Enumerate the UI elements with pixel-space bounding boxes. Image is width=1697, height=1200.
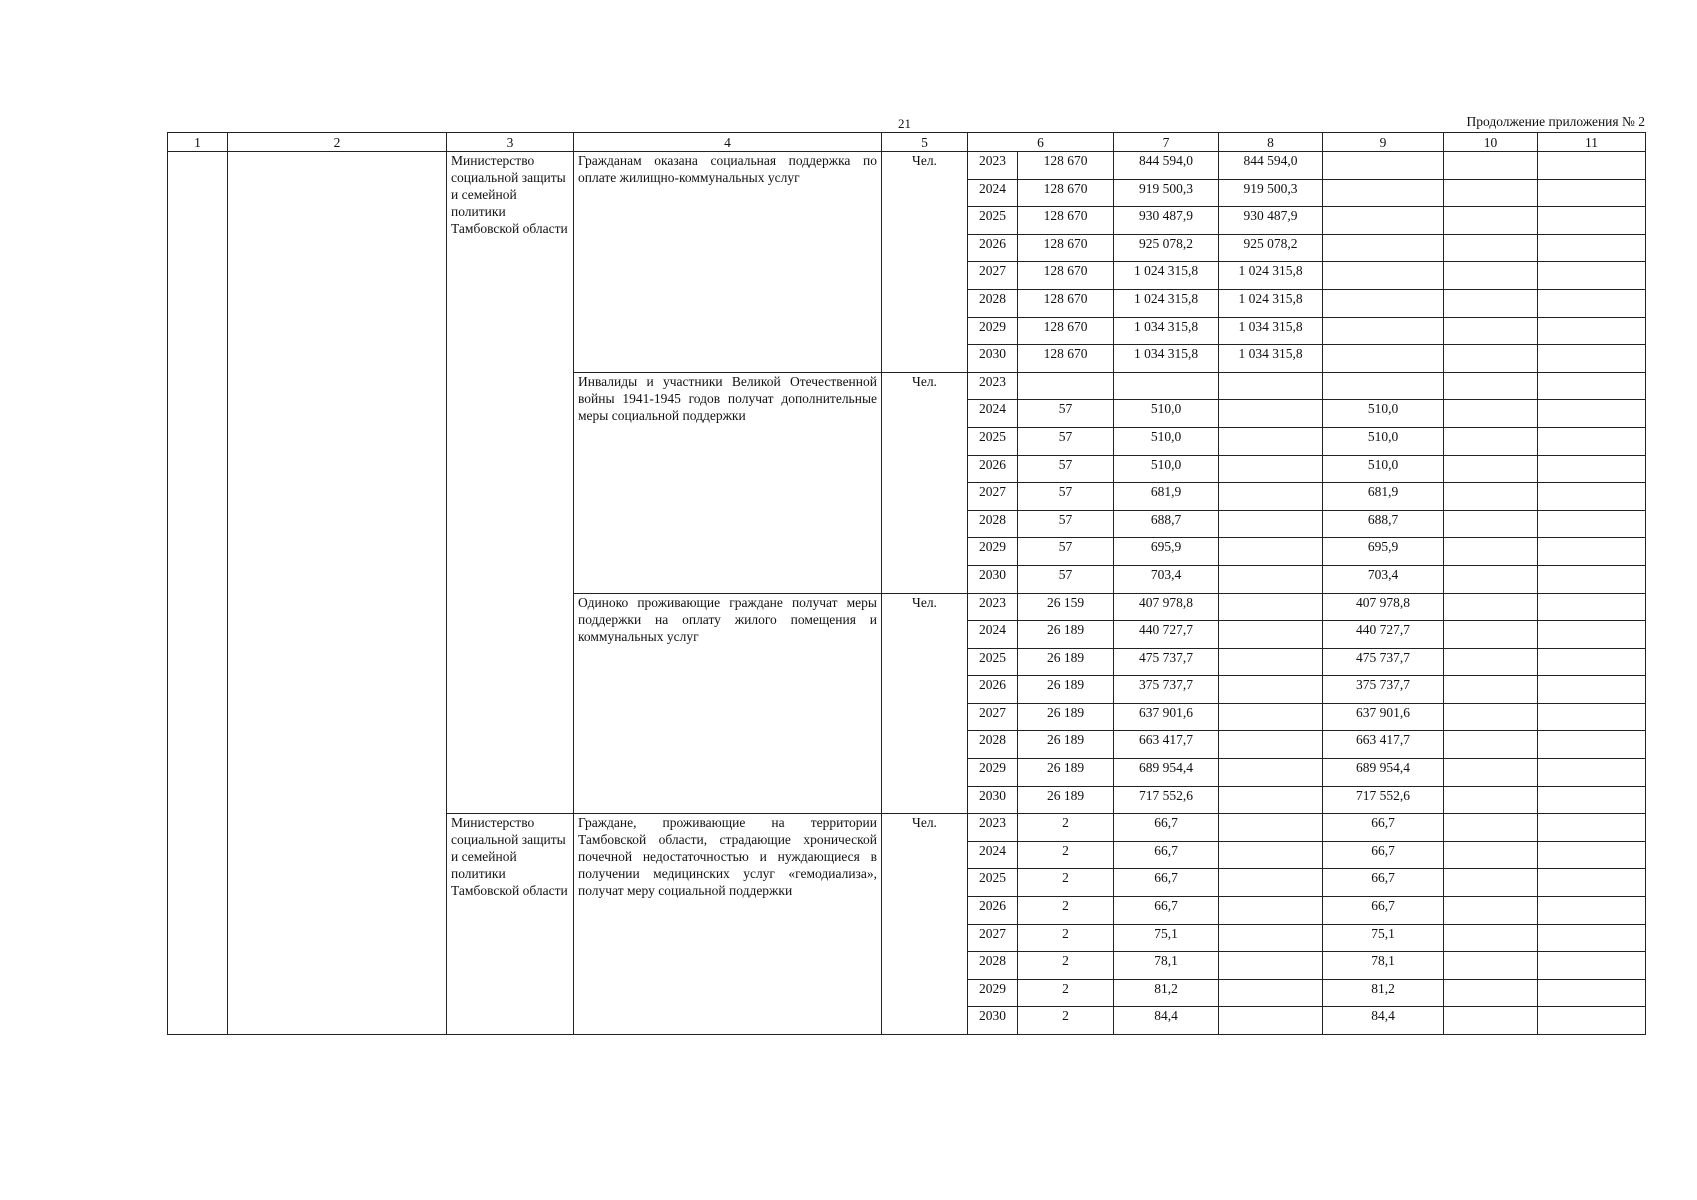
c6-cell: 57 (1018, 510, 1114, 538)
year-cell: 2026 (968, 676, 1018, 704)
unit-cell: Чел. (882, 372, 968, 593)
c8-cell (1219, 483, 1323, 511)
c9-cell: 695,9 (1323, 538, 1444, 566)
c9-cell: 510,0 (1323, 427, 1444, 455)
c9-cell: 681,9 (1323, 483, 1444, 511)
c8-cell: 1 034 315,8 (1219, 345, 1323, 373)
c10-cell (1444, 703, 1538, 731)
c9-cell (1323, 262, 1444, 290)
c10-cell (1444, 483, 1538, 511)
c8-cell (1219, 814, 1323, 842)
description-cell: Одиноко проживающие граждане получат меры поддержки на оплату жилого помещения и коммунальных услуг (574, 593, 882, 814)
c6-cell: 57 (1018, 455, 1114, 483)
c6-cell: 128 670 (1018, 317, 1114, 345)
c8-cell (1219, 952, 1323, 980)
c11-cell (1538, 317, 1646, 345)
c9-cell (1323, 372, 1444, 400)
c10-cell (1444, 234, 1538, 262)
c10-cell (1444, 897, 1538, 925)
c11-cell (1538, 869, 1646, 897)
c6-cell: 2 (1018, 897, 1114, 925)
year-cell: 2025 (968, 869, 1018, 897)
c7-cell: 510,0 (1114, 427, 1219, 455)
c8-cell: 925 078,2 (1219, 234, 1323, 262)
c9-cell: 703,4 (1323, 565, 1444, 593)
c8-cell (1219, 869, 1323, 897)
responsible-cell: Министерство социальной защиты и семейной политики Тамбовской области (447, 814, 574, 1035)
year-cell: 2030 (968, 786, 1018, 814)
c11-cell (1538, 483, 1646, 511)
c8-cell (1219, 510, 1323, 538)
c7-cell: 930 487,9 (1114, 207, 1219, 235)
c8-cell (1219, 565, 1323, 593)
c10-cell (1444, 676, 1538, 704)
c10-cell (1444, 924, 1538, 952)
c11-cell (1538, 979, 1646, 1007)
c7-cell: 440 727,7 (1114, 621, 1219, 649)
c9-cell: 637 901,6 (1323, 703, 1444, 731)
c11-cell (1538, 152, 1646, 180)
description-cell: Инвалиды и участники Великой Отечественной войны 1941-1945 годов получат дополнительные меры социальной поддержки (574, 372, 882, 593)
c10-cell (1444, 979, 1538, 1007)
c8-cell (1219, 372, 1323, 400)
year-cell: 2027 (968, 924, 1018, 952)
c9-cell: 66,7 (1323, 841, 1444, 869)
c9-cell: 663 417,7 (1323, 731, 1444, 759)
c9-cell: 510,0 (1323, 400, 1444, 428)
year-cell: 2023 (968, 152, 1018, 180)
c8-cell (1219, 703, 1323, 731)
c6-cell: 128 670 (1018, 289, 1114, 317)
c9-cell: 717 552,6 (1323, 786, 1444, 814)
c8-cell: 1 034 315,8 (1219, 317, 1323, 345)
c10-cell (1444, 372, 1538, 400)
c10-cell (1444, 648, 1538, 676)
c9-cell (1323, 234, 1444, 262)
c6-cell: 2 (1018, 924, 1114, 952)
year-cell: 2023 (968, 372, 1018, 400)
unit-cell: Чел. (882, 593, 968, 814)
c11-cell (1538, 952, 1646, 980)
c6-cell: 128 670 (1018, 207, 1114, 235)
c9-cell: 440 727,7 (1323, 621, 1444, 649)
c8-cell (1219, 786, 1323, 814)
continuation-label: Продолжение приложения № 2 (1466, 114, 1645, 129)
year-cell: 2028 (968, 952, 1018, 980)
c11-cell (1538, 207, 1646, 235)
col-header-5: 5 (882, 133, 968, 152)
c11-cell (1538, 262, 1646, 290)
c9-cell: 84,4 (1323, 1007, 1444, 1035)
year-cell: 2024 (968, 621, 1018, 649)
c11-cell (1538, 234, 1646, 262)
year-cell: 2030 (968, 565, 1018, 593)
year-cell: 2027 (968, 703, 1018, 731)
program-table (167, 132, 1646, 1035)
col-header-4: 4 (574, 133, 882, 152)
c7-cell: 637 901,6 (1114, 703, 1219, 731)
c8-cell (1219, 924, 1323, 952)
c10-cell (1444, 952, 1538, 980)
c6-cell: 57 (1018, 483, 1114, 511)
year-cell: 2030 (968, 1007, 1018, 1035)
c11-cell (1538, 455, 1646, 483)
c11-cell (1538, 897, 1646, 925)
c7-cell: 688,7 (1114, 510, 1219, 538)
c9-cell: 689 954,4 (1323, 759, 1444, 787)
year-cell: 2026 (968, 455, 1018, 483)
col-header-8: 8 (1219, 133, 1323, 152)
year-cell: 2025 (968, 207, 1018, 235)
col-header-2: 2 (228, 133, 447, 152)
c9-cell (1323, 152, 1444, 180)
c7-cell: 75,1 (1114, 924, 1219, 952)
c10-cell (1444, 262, 1538, 290)
c7-cell: 695,9 (1114, 538, 1219, 566)
c7-cell: 1 024 315,8 (1114, 262, 1219, 290)
c9-cell: 475 737,7 (1323, 648, 1444, 676)
c10-cell (1444, 317, 1538, 345)
col-header-7: 7 (1114, 133, 1219, 152)
c11-cell (1538, 372, 1646, 400)
c6-cell: 26 189 (1018, 703, 1114, 731)
c8-cell (1219, 759, 1323, 787)
c6-cell: 57 (1018, 538, 1114, 566)
c6-cell: 2 (1018, 869, 1114, 897)
c8-cell (1219, 731, 1323, 759)
col-header-11: 11 (1538, 133, 1646, 152)
c10-cell (1444, 814, 1538, 842)
col-header-10: 10 (1444, 133, 1538, 152)
c9-cell: 407 978,8 (1323, 593, 1444, 621)
c11-cell (1538, 786, 1646, 814)
c7-cell: 66,7 (1114, 814, 1219, 842)
c10-cell (1444, 841, 1538, 869)
c9-cell: 78,1 (1323, 952, 1444, 980)
c6-cell: 128 670 (1018, 179, 1114, 207)
c7-cell: 663 417,7 (1114, 731, 1219, 759)
c11-cell (1538, 841, 1646, 869)
table-row (168, 152, 1646, 180)
c10-cell (1444, 152, 1538, 180)
c6-cell: 26 189 (1018, 731, 1114, 759)
year-cell: 2029 (968, 759, 1018, 787)
c8-cell (1219, 841, 1323, 869)
c8-cell (1219, 400, 1323, 428)
responsible-cell: Министерство социальной защиты и семейной политики Тамбовской области (447, 152, 574, 814)
col-header-9: 9 (1323, 133, 1444, 152)
c9-cell: 510,0 (1323, 455, 1444, 483)
c7-cell: 1 024 315,8 (1114, 289, 1219, 317)
c10-cell (1444, 510, 1538, 538)
year-cell: 2023 (968, 814, 1018, 842)
unit-cell: Чел. (882, 814, 968, 1035)
c11-cell (1538, 179, 1646, 207)
c10-cell (1444, 538, 1538, 566)
c7-cell: 78,1 (1114, 952, 1219, 980)
c11-cell (1538, 400, 1646, 428)
c9-cell (1323, 289, 1444, 317)
c6-cell: 26 189 (1018, 786, 1114, 814)
c10-cell (1444, 869, 1538, 897)
c6-cell: 2 (1018, 952, 1114, 980)
c8-cell (1219, 455, 1323, 483)
c9-cell: 375 737,7 (1323, 676, 1444, 704)
c10-cell (1444, 207, 1538, 235)
c10-cell (1444, 1007, 1538, 1035)
c6-cell: 26 159 (1018, 593, 1114, 621)
c10-cell (1444, 565, 1538, 593)
year-cell: 2029 (968, 538, 1018, 566)
description-cell: Гражданам оказана социальная поддержка по оплате жилищно-коммунальных услуг (574, 152, 882, 373)
col-header-3: 3 (447, 133, 574, 152)
c10-cell (1444, 427, 1538, 455)
c8-cell: 1 024 315,8 (1219, 289, 1323, 317)
c8-cell: 1 024 315,8 (1219, 262, 1323, 290)
c7-cell (1114, 372, 1219, 400)
c11-cell (1538, 703, 1646, 731)
c6-cell: 2 (1018, 841, 1114, 869)
c7-cell: 844 594,0 (1114, 152, 1219, 180)
c6-cell: 128 670 (1018, 234, 1114, 262)
c7-cell: 375 737,7 (1114, 676, 1219, 704)
year-cell: 2028 (968, 731, 1018, 759)
c7-cell: 1 034 315,8 (1114, 317, 1219, 345)
year-cell: 2026 (968, 234, 1018, 262)
c7-cell: 475 737,7 (1114, 648, 1219, 676)
c7-cell: 66,7 (1114, 841, 1219, 869)
c6-cell: 57 (1018, 400, 1114, 428)
c7-cell: 919 500,3 (1114, 179, 1219, 207)
c8-cell (1219, 676, 1323, 704)
unit-cell: Чел. (882, 152, 968, 373)
c11-cell (1538, 593, 1646, 621)
c11-cell (1538, 759, 1646, 787)
year-cell: 2024 (968, 841, 1018, 869)
year-cell: 2025 (968, 427, 1018, 455)
year-cell: 2027 (968, 483, 1018, 511)
c7-cell: 66,7 (1114, 897, 1219, 925)
year-cell: 2028 (968, 510, 1018, 538)
year-cell: 2025 (968, 648, 1018, 676)
col1-cell (168, 152, 228, 1035)
c7-cell: 66,7 (1114, 869, 1219, 897)
c10-cell (1444, 455, 1538, 483)
c6-cell: 128 670 (1018, 345, 1114, 373)
c7-cell: 925 078,2 (1114, 234, 1219, 262)
c6-cell: 2 (1018, 979, 1114, 1007)
c9-cell: 81,2 (1323, 979, 1444, 1007)
c9-cell (1323, 345, 1444, 373)
year-cell: 2024 (968, 179, 1018, 207)
c10-cell (1444, 179, 1538, 207)
year-cell: 2029 (968, 317, 1018, 345)
c6-cell: 26 189 (1018, 648, 1114, 676)
year-cell: 2026 (968, 897, 1018, 925)
c7-cell: 84,4 (1114, 1007, 1219, 1035)
c7-cell: 717 552,6 (1114, 786, 1219, 814)
c10-cell (1444, 786, 1538, 814)
year-cell: 2029 (968, 979, 1018, 1007)
c7-cell: 681,9 (1114, 483, 1219, 511)
c10-cell (1444, 400, 1538, 428)
c7-cell: 510,0 (1114, 455, 1219, 483)
c10-cell (1444, 289, 1538, 317)
year-cell: 2024 (968, 400, 1018, 428)
c7-cell: 689 954,4 (1114, 759, 1219, 787)
c8-cell (1219, 897, 1323, 925)
description-cell: Граждане, проживающие на территории Тамбовской области, страдающие хронической почечной недостаточностью и нуждающиеся в получении медицинских услуг «гемодиализа», получат меру социальной поддержки (574, 814, 882, 1035)
c8-cell: 930 487,9 (1219, 207, 1323, 235)
c8-cell (1219, 1007, 1323, 1035)
year-cell: 2023 (968, 593, 1018, 621)
c10-cell (1444, 759, 1538, 787)
c7-cell: 81,2 (1114, 979, 1219, 1007)
c8-cell (1219, 648, 1323, 676)
c7-cell: 703,4 (1114, 565, 1219, 593)
c6-cell: 57 (1018, 427, 1114, 455)
c7-cell: 407 978,8 (1114, 593, 1219, 621)
c8-cell: 844 594,0 (1219, 152, 1323, 180)
c9-cell (1323, 207, 1444, 235)
c11-cell (1538, 621, 1646, 649)
c9-cell: 66,7 (1323, 814, 1444, 842)
c11-cell (1538, 345, 1646, 373)
c9-cell (1323, 179, 1444, 207)
c11-cell (1538, 427, 1646, 455)
c11-cell (1538, 565, 1646, 593)
c10-cell (1444, 621, 1538, 649)
c6-cell: 26 189 (1018, 676, 1114, 704)
c6-cell: 26 189 (1018, 621, 1114, 649)
c11-cell (1538, 924, 1646, 952)
table-body (168, 152, 1646, 1035)
c11-cell (1538, 289, 1646, 317)
year-cell: 2030 (968, 345, 1018, 373)
c9-cell: 66,7 (1323, 897, 1444, 925)
c9-cell: 66,7 (1323, 869, 1444, 897)
c11-cell (1538, 731, 1646, 759)
c10-cell (1444, 731, 1538, 759)
c8-cell (1219, 593, 1323, 621)
c11-cell (1538, 538, 1646, 566)
c9-cell: 75,1 (1323, 924, 1444, 952)
c9-cell (1323, 317, 1444, 345)
c10-cell (1444, 345, 1538, 373)
c6-cell: 128 670 (1018, 262, 1114, 290)
c8-cell (1219, 538, 1323, 566)
c6-cell: 2 (1018, 814, 1114, 842)
c6-cell: 57 (1018, 565, 1114, 593)
c6-cell (1018, 372, 1114, 400)
c11-cell (1538, 814, 1646, 842)
col2-cell (228, 152, 447, 1035)
c7-cell: 510,0 (1114, 400, 1219, 428)
table-header (168, 133, 1646, 152)
c9-cell: 688,7 (1323, 510, 1444, 538)
c11-cell (1538, 1007, 1646, 1035)
c8-cell (1219, 621, 1323, 649)
c8-cell (1219, 979, 1323, 1007)
year-cell: 2028 (968, 289, 1018, 317)
col-header-1: 1 (168, 133, 228, 152)
c7-cell: 1 034 315,8 (1114, 345, 1219, 373)
c11-cell (1538, 676, 1646, 704)
c6-cell: 2 (1018, 1007, 1114, 1035)
c8-cell (1219, 427, 1323, 455)
c6-cell: 26 189 (1018, 759, 1114, 787)
c11-cell (1538, 648, 1646, 676)
col-header-6: 6 (968, 133, 1114, 152)
c10-cell (1444, 593, 1538, 621)
c6-cell: 128 670 (1018, 152, 1114, 180)
page-number: 21 (898, 116, 911, 131)
c8-cell: 919 500,3 (1219, 179, 1323, 207)
c11-cell (1538, 510, 1646, 538)
year-cell: 2027 (968, 262, 1018, 290)
